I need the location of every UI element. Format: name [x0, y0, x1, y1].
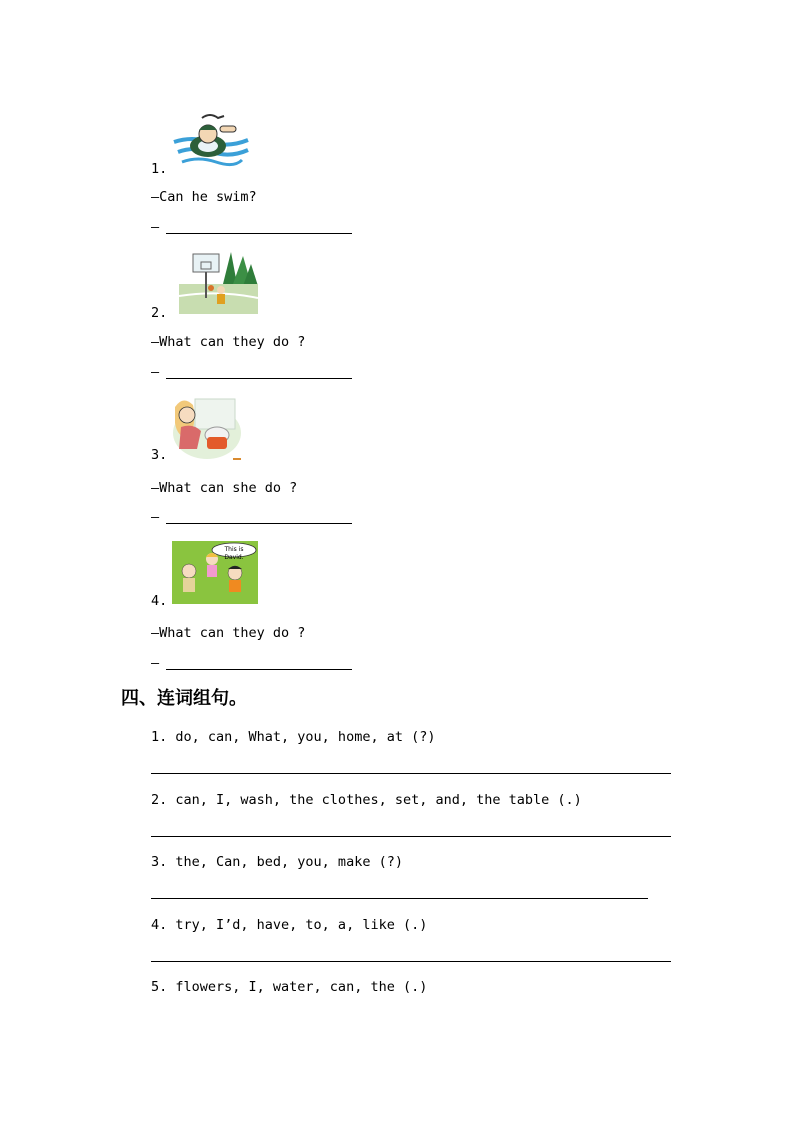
- basketball-court-icon: [179, 246, 258, 314]
- question-number: 3.: [151, 447, 168, 463]
- question-text: —What can they do ?: [151, 334, 306, 350]
- answer-line[interactable]: [151, 961, 671, 962]
- sentence-item: 4. try, I’d, have, to, a, like (.): [151, 917, 428, 933]
- answer-prefix: —: [151, 509, 160, 525]
- answer-line[interactable]: [151, 898, 648, 899]
- answer-line[interactable]: [151, 836, 671, 837]
- section-heading: 四、连词组句。: [121, 688, 247, 709]
- answer-prefix: —: [151, 219, 160, 235]
- question-text: —Can he swim?: [151, 189, 257, 205]
- answer-line[interactable]: [166, 233, 352, 234]
- answer-prefix: —: [151, 364, 160, 380]
- sentence-item: 1. do, can, What, you, home, at (?): [151, 729, 436, 745]
- question-text: —What can she do ?: [151, 480, 298, 496]
- speech-bubble-text: This is David.: [224, 546, 244, 561]
- sentence-item: 2. can, I, wash, the clothes, set, and, the table (.): [151, 792, 582, 808]
- question-text: —What can they do ?: [151, 625, 306, 641]
- question-number: 1.: [151, 161, 168, 177]
- question-number: 4.: [151, 593, 168, 609]
- question-number: 2.: [151, 305, 168, 321]
- answer-line[interactable]: [166, 378, 352, 379]
- answer-line[interactable]: [166, 523, 352, 524]
- answer-line[interactable]: [151, 773, 671, 774]
- girl-cooking-icon: [167, 393, 243, 461]
- boy-swimming-icon: [172, 112, 250, 168]
- answer-prefix: —: [151, 655, 160, 671]
- sentence-item: 5. flowers, I, water, can, the (.): [151, 979, 428, 995]
- children-talking-icon: [172, 541, 258, 604]
- answer-line[interactable]: [166, 669, 352, 670]
- sentence-item: 3. the, Can, bed, you, make (?): [151, 854, 403, 870]
